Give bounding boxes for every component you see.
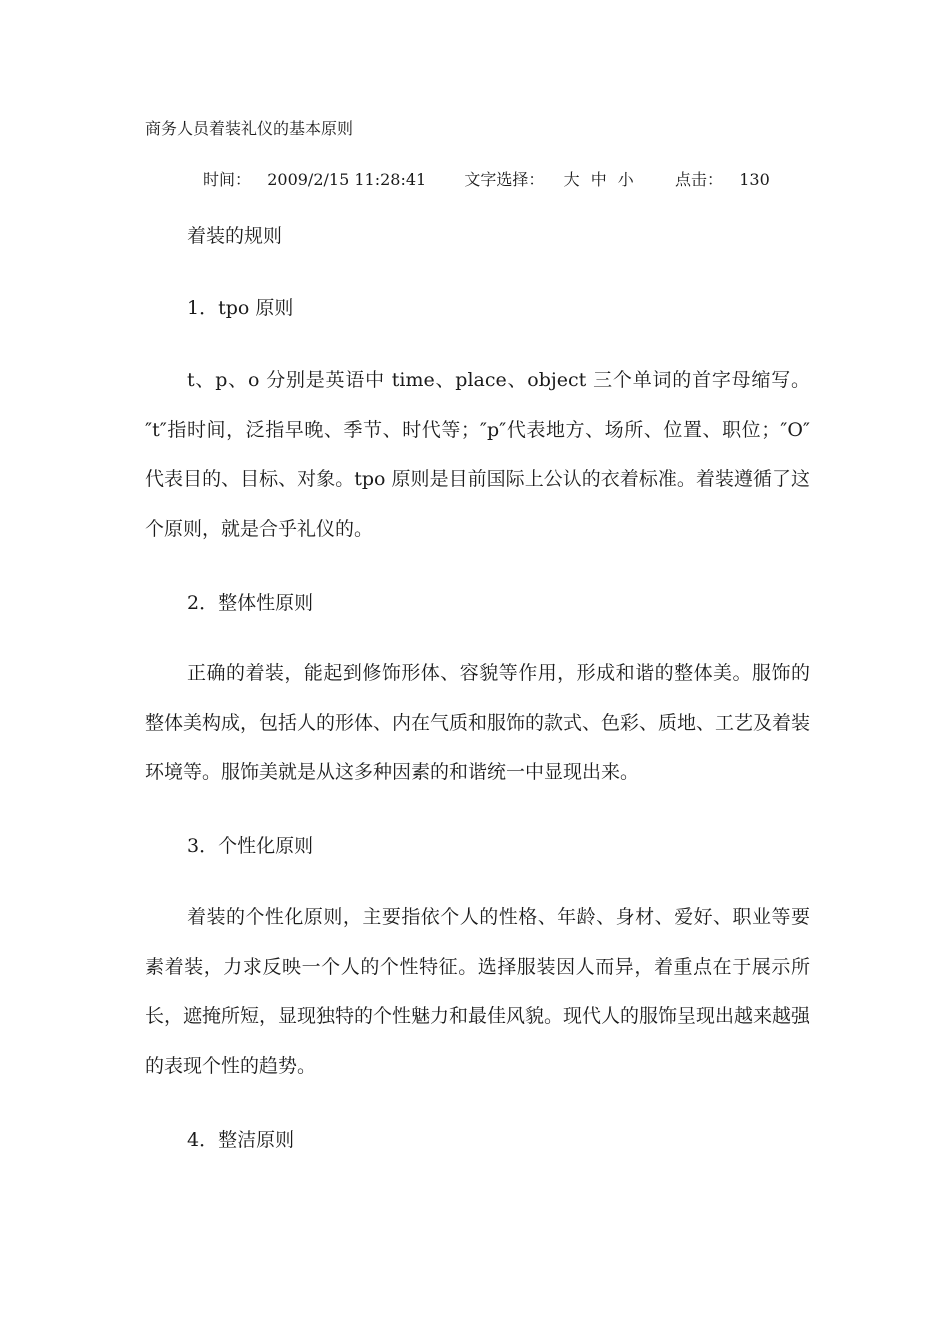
font-size-label: 文字选择： (464, 170, 545, 189)
rule3-paragraph: 着装的个性化原则，主要指依个人的性格、年龄、身材、爱好、职业等要素着装，力求反映一个人的个性特征。选择服装因人而异，着重点在于展示所长，遮掩所短，显现独特的个性魅力和最佳风貌。现代人的服饰呈现出越来越强的表现个性的趋势。 (145, 906, 811, 1077)
rule1-paragraph: t、p、o 分别是英语中 time、place、object 三个单词的首字母缩写。″t″指时间，泛指早晚、季节、时代等；″p″代表地方、场所、位置、职位；″O″代表目的、目标、对象。tpo 原则是目前国际上公认的衣着标准。着装遵循了这个原则，就是合乎礼仪的。 (145, 369, 810, 540)
time-value: 2009/2/15 11:28:41 (267, 170, 427, 189)
time-label: 时间： (203, 170, 252, 189)
clicks-count: 130 (739, 170, 770, 189)
rule2-paragraph: 正确的着装，能起到修饰形体、容貌等作用，形成和谐的整体美。服饰的整体美构成，包括人的形体、内在气质和服饰的款式、色彩、质地、工艺及着装环境等。服饰美就是从这多种因素的和谐统一中显现出来。 (145, 662, 811, 783)
font-size-small-option[interactable]: 小 (617, 170, 634, 189)
rule3-heading: 3．个性化原则 (187, 835, 314, 857)
rule4-heading: 4．整洁原则 (187, 1129, 295, 1151)
clicks-label: 点击： (675, 170, 724, 189)
font-size-medium-option[interactable]: 中 (590, 170, 607, 189)
article-meta (203, 169, 770, 191)
rule1-heading: 1．tpo 原则 (187, 297, 294, 319)
section-heading: 着装的规则 (187, 225, 283, 247)
rule2-heading: 2．整体性原则 (187, 592, 314, 614)
article-title: 商务人员着装礼仪的基本原则 (145, 119, 354, 138)
font-size-large-option[interactable]: 大 (563, 170, 580, 189)
